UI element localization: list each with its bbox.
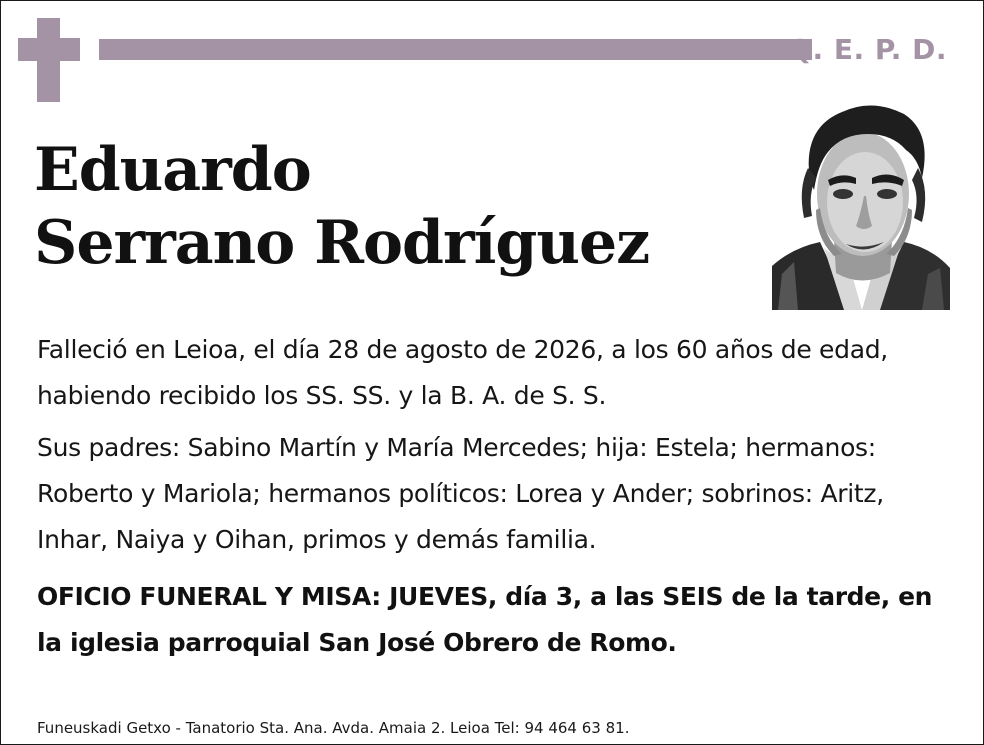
deceased-first-name: Eduardo [34, 135, 311, 205]
family-paragraph: Sus padres: Sabino Martín y María Mercedes; hija: Estela; hermanos: Roberto y Mariola; hermanos políticos: Lorea y Ander; sobrinos: Aritz, Inhar, Naiya y Oihan, primos y demás familia. [37, 433, 884, 554]
header-divider-bar [99, 39, 812, 60]
deceased-name [34, 134, 649, 280]
deceased-surnames: Serrano Rodríguez [34, 208, 650, 278]
funeral-service-paragraph: OFICIO FUNERAL Y MISA: JUEVES, día 3, a las SEIS de la tarde, en la iglesia parroquial San José Obrero de Romo. [37, 582, 933, 657]
portrait-photo [772, 98, 950, 310]
cross-horizontal-bar [18, 38, 80, 61]
funeral-home-footer: Funeuskadi Getxo - Tanatorio Sta. Ana. Avda. Amaia 2. Leioa Tel: 94 464 63 81. [37, 719, 630, 737]
death-notice-paragraph: Falleció en Leioa, el día 28 de agosto de 2026, a los 60 años de edad, habiendo recibido los SS. SS. y la B. A. de S. S. [37, 335, 888, 410]
qepd-label: Q. E. P. D. [788, 33, 947, 66]
